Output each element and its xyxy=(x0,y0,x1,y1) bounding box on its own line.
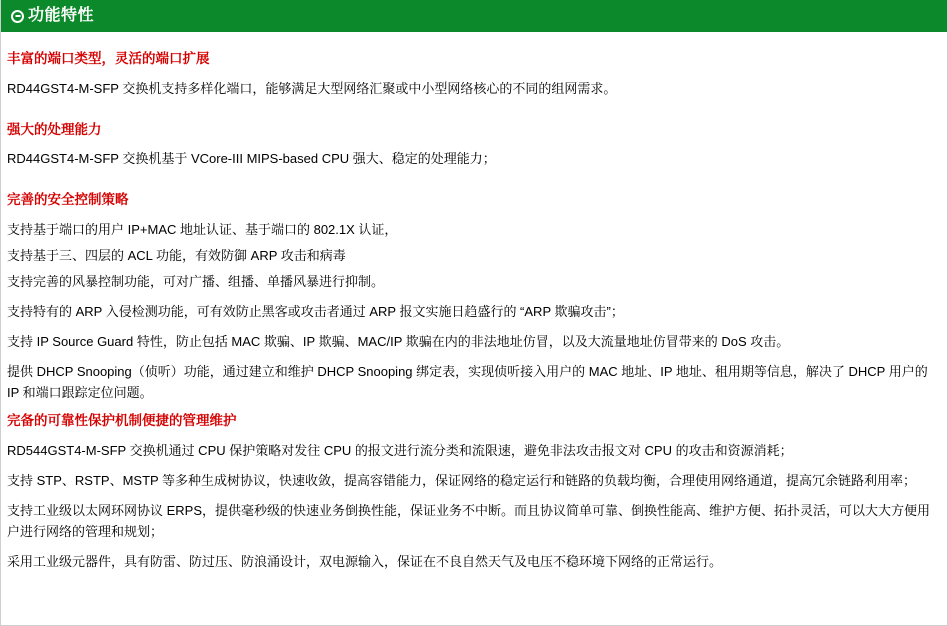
feature-section xyxy=(7,191,939,403)
circle-bullet-icon xyxy=(11,10,24,23)
section-paragraph: 支持完善的风暴控制功能，可对广播、组播、单播风暴进行抑制。 xyxy=(7,273,385,289)
section-paragraph: RD44GST4-M-SFP 交换机支持多样化端口，能够满足大型网络汇聚或中小型网络核心的不同的组网需求。 xyxy=(7,80,617,96)
section-paragraph: 支持 STP、RSTP、MSTP 等多种生成树协议，快速收敛，提高容错能力，保证网络的稳定运行和链路的负载均衡，合理使用网络通道，提高冗余链路利用率； xyxy=(7,472,917,488)
document-content xyxy=(1,32,947,572)
section-paragraph: 支持 IP Source Guard 特性，防止包括 MAC 欺骗、IP 欺骗、MAC/IP 欺骗在内的非法地址仿冒，以及大流量地址仿冒带来的 DoS 攻击。 xyxy=(7,333,790,349)
feature-section xyxy=(7,121,939,170)
section-title: 完备的可靠性保护机制便捷的管理维护 xyxy=(7,413,237,429)
page-title: 功能特性 xyxy=(28,7,95,24)
section-paragraph: 支持基于三、四层的 ACL 功能，有效防御 ARP 攻击和病毒 xyxy=(7,247,346,263)
section-paragraph: RD44GST4-M-SFP 交换机基于 VCore-III MIPS-based CPU 强大、稳定的处理能力； xyxy=(7,151,496,167)
section-title: 完善的安全控制策略 xyxy=(7,192,129,208)
section-paragraph: 提供 DHCP Snooping（侦听）功能，通过建立和维护 DHCP Snooping 绑定表，实现侦听接入用户的 MAC 地址、IP 地址、租用期等信息，解决了 DHCP 用户的 IP 和端口跟踪定位问题。 xyxy=(7,363,928,401)
feature-section xyxy=(7,50,939,99)
section-header-bar xyxy=(1,0,947,32)
section-title: 强大的处理能力 xyxy=(7,121,102,137)
feature-section xyxy=(7,412,939,572)
section-paragraph: RD544GST4-M-SFP 交换机通过 CPU 保护策略对发往 CPU 的报文进行流分类和流限速，避免非法攻击报文对 CPU 的攻击和资源消耗； xyxy=(7,442,793,458)
section-paragraph: 采用工业级元器件，具有防雷、防过压、防浪涌设计，双电源输入，保证在不良自然天气及电压不稳环境下网络的正常运行。 xyxy=(7,553,723,569)
section-paragraph: 支持特有的 ARP 入侵检测功能，可有效防止黑客或攻击者通过 ARP 报文实施日趋盛行的 “ARP 欺骗攻击”； xyxy=(7,303,624,319)
section-title: 丰富的端口类型，灵活的端口扩展 xyxy=(7,51,210,66)
section-paragraph: 支持基于端口的用户 IP+MAC 地址认证、基于端口的 802.1X 认证， xyxy=(7,221,398,237)
section-paragraph: 支持工业级以太网环网协议 ERPS，提供毫秒级的快速业务倒换性能，保证业务不中断。而且协议简单可靠、倒换性能高、维护方便、拓扑灵活，可以大大方便用户进行网络的管理和规划； xyxy=(7,502,931,539)
